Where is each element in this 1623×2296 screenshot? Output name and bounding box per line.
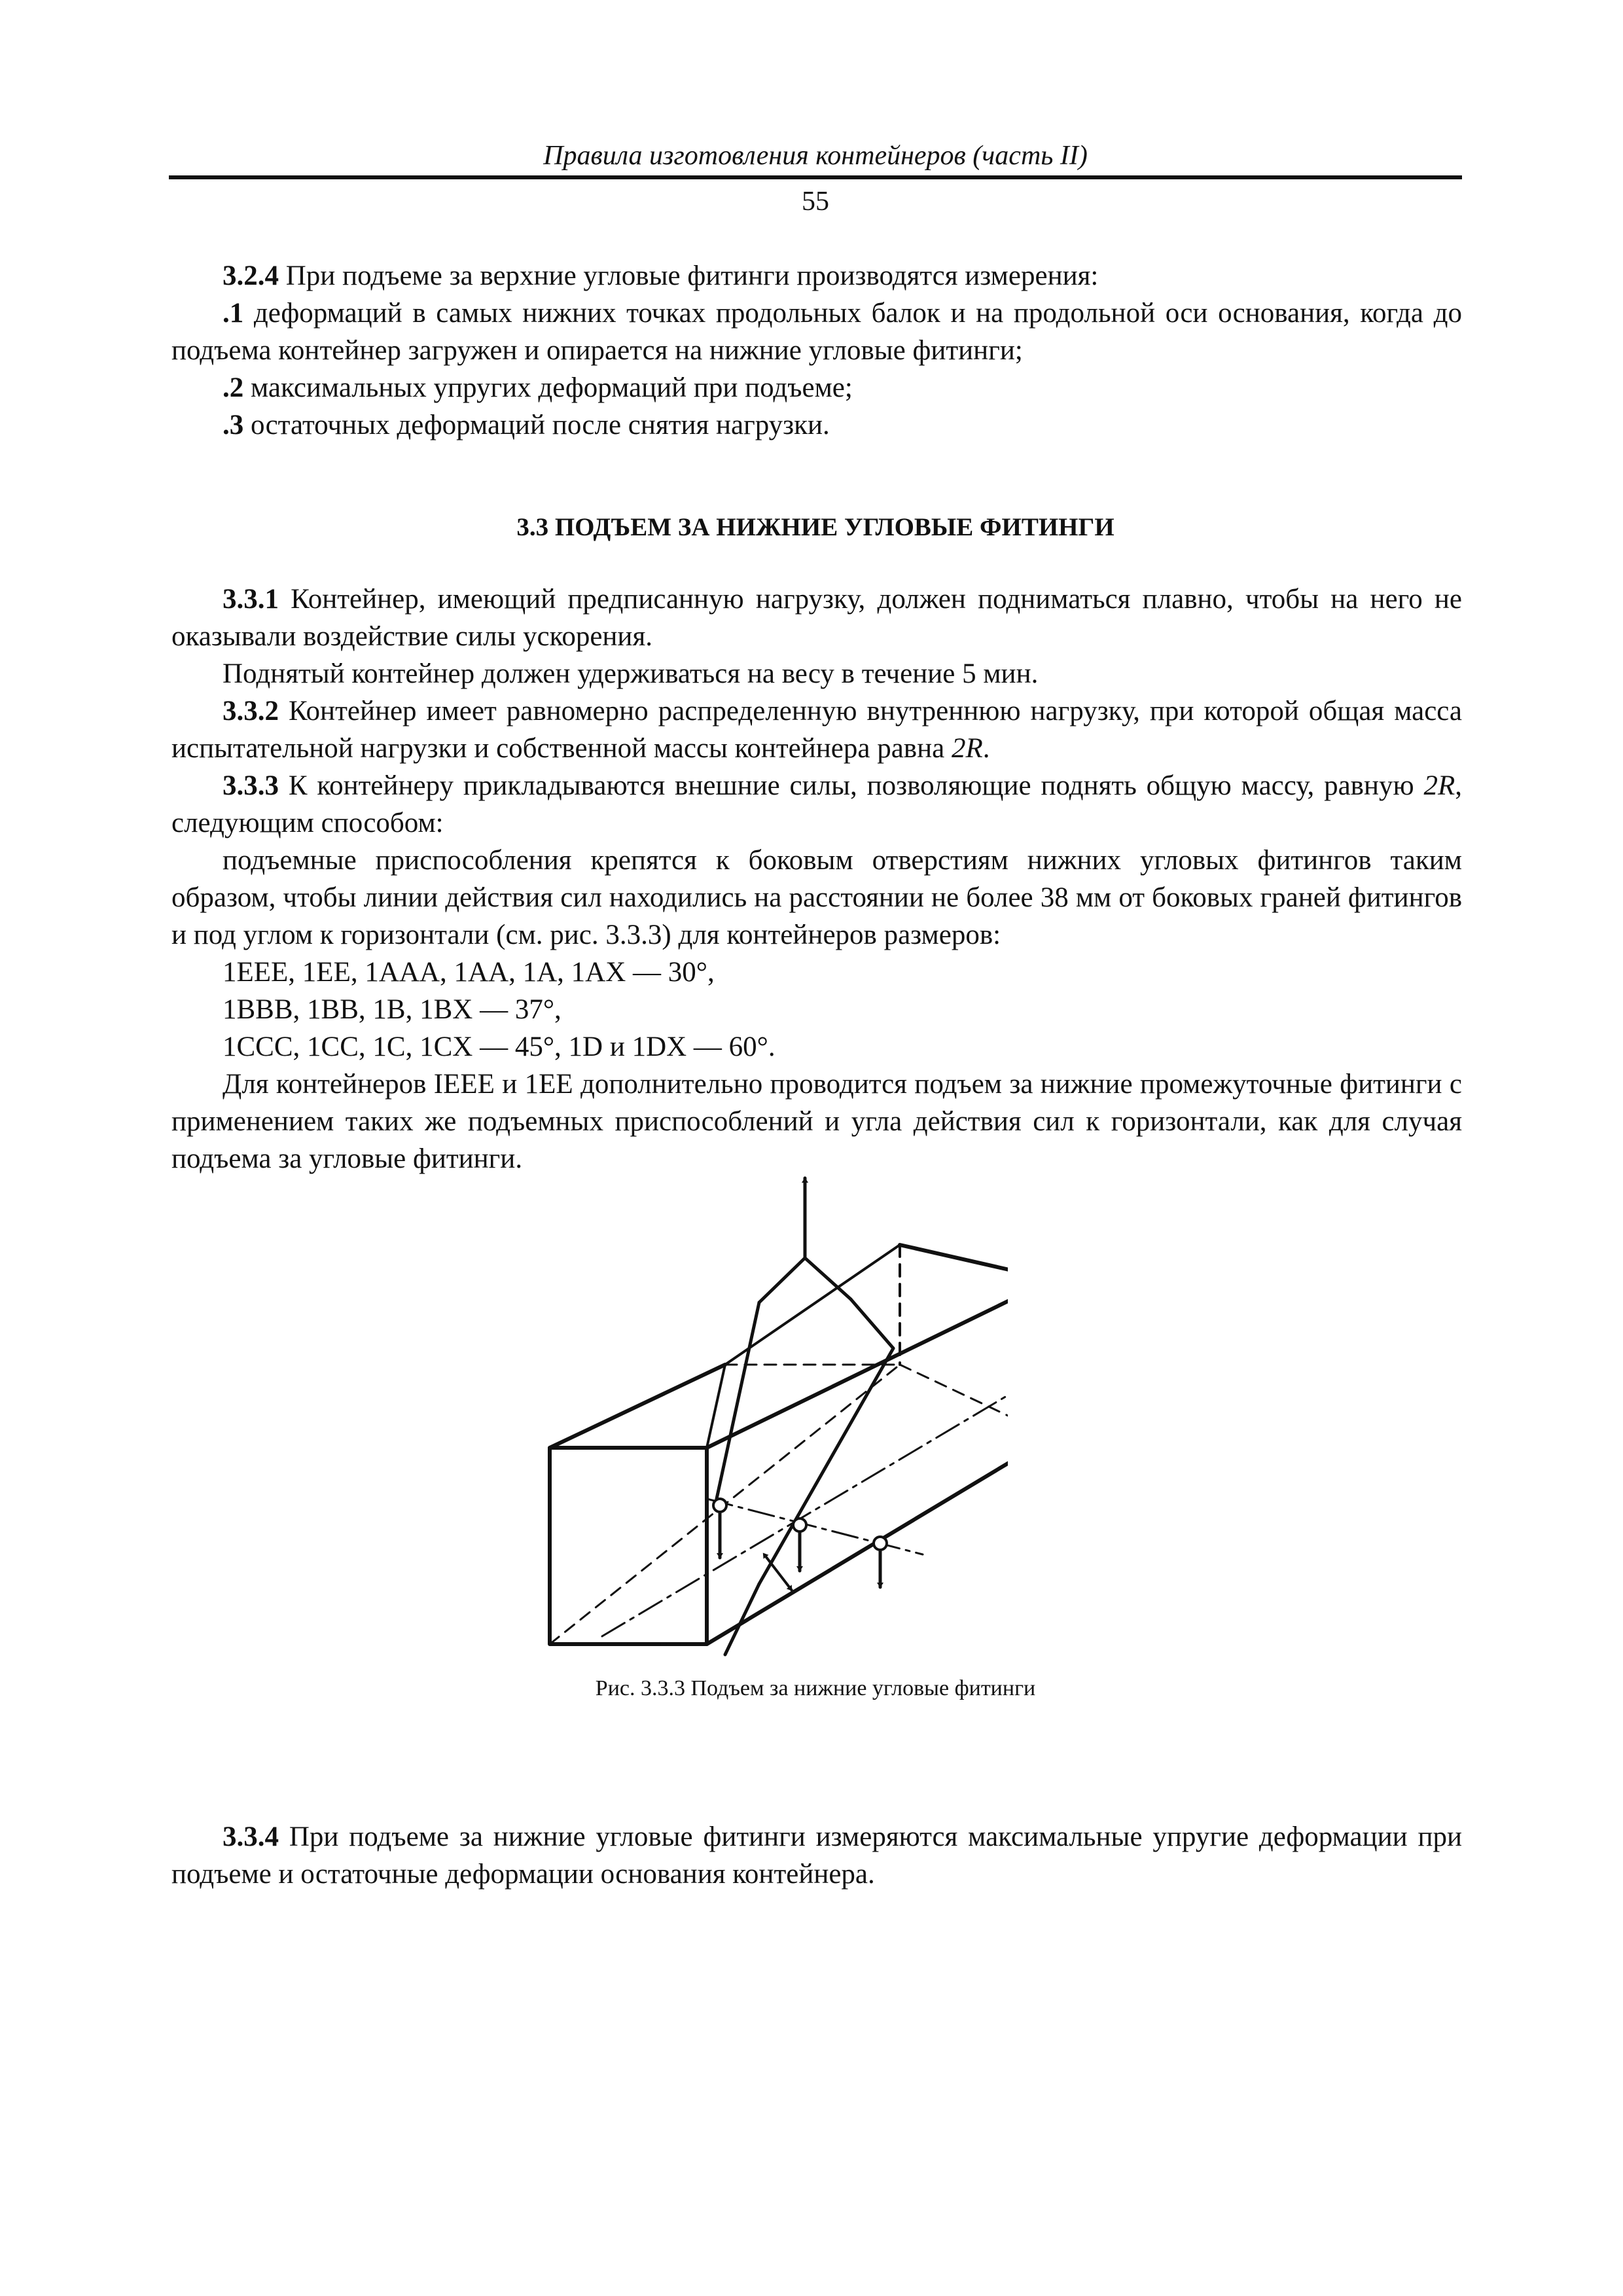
paragraph-text: При подъеме за верхние угловые фитинги производятся измерения: xyxy=(279,260,1099,291)
cross-axis xyxy=(707,1499,923,1554)
figure-caption: Рис. 3.3.3 Подъем за нижние угловые фитинги xyxy=(595,1676,1036,1700)
paragraph-3-3-1 xyxy=(171,581,1462,655)
paragraph-3-3-3-method: подъемные приспособления крепятся к боковым отверстиям нижних угловых фитингов таким образом, чтобы линии действия сил находились на расстоянии не более 38 мм от боковых граней фитингов и под углом к горизонтали (см. рис. 3.3.3) для контейнеров размеров: xyxy=(171,845,1462,950)
mass-variable: 2R xyxy=(1423,770,1455,801)
clause-number: 3.3.3 xyxy=(223,770,279,801)
angle-line-30: 1EEE, 1EE, 1AAA, 1AA, 1A, 1AX — 30°, xyxy=(223,957,715,988)
paragraph-text: Контейнер, имеющий предписанную нагрузку, должен подниматься плавно, чтобы на него не оказывали воздействие силы ускорения. xyxy=(171,584,1462,652)
sling-leg-right xyxy=(851,1299,893,1348)
fitting-marker-3 xyxy=(874,1537,887,1550)
list-item-3 xyxy=(171,406,1462,444)
paragraph-end: . xyxy=(982,733,990,764)
angle-indicator-arrow xyxy=(766,1556,792,1590)
item-text: остаточных деформаций после снятия нагрузки. xyxy=(243,410,830,440)
paragraph-text: Контейнер имеет равномерно распределенную внутреннюю нагрузку, при которой общая масса испытательной нагрузки и собственной массы контейнера равна xyxy=(171,696,1462,764)
sling-leg-left xyxy=(717,1302,759,1499)
paragraph-intermediate-fittings: Для контейнеров IEEE и 1EE дополнительно проводится подъем за нижние промежуточные фитинги с применением таких же подъемных приспособлений и угла действия сил к горизонтали, как для случая подъема за угловые фитинги. xyxy=(171,1069,1462,1174)
paragraph-end: , следующим способом: xyxy=(171,770,1462,838)
page-number: 55 xyxy=(802,187,829,217)
center-axis xyxy=(602,1388,1008,1636)
paragraph-3-2-4-intro xyxy=(171,257,1462,295)
section-heading: 3.3 ПОДЪЕМ ЗА НИЖНИЕ УГЛОВЫЕ ФИТИНГИ xyxy=(516,513,1115,541)
container-lifting-figure xyxy=(537,1165,1008,1669)
paragraph-text: При подъеме за нижние угловые фитинги измеряются максимальные упругие деформации при подъеме и остаточные деформации основания контейнера. xyxy=(171,1821,1462,1890)
clause-number: 3.2.4 xyxy=(223,260,279,291)
item-number: .1 xyxy=(223,298,244,329)
angle-line-45-60: 1CCC, 1CC, 1C, 1CX — 45°, 1D и 1DX — 60°. xyxy=(223,1031,776,1062)
item-text: деформаций в самых нижних точках продольных балок и на продольной оси основания, когда до подъема контейнер загружен и опирается на нижние угловые фитинги; xyxy=(171,298,1462,366)
item-number: .2 xyxy=(223,372,244,403)
list-item-2 xyxy=(171,369,1462,406)
sling-leg-end xyxy=(725,1584,759,1655)
clause-number: 3.3.4 xyxy=(223,1821,279,1852)
clause-number: 3.3.2 xyxy=(223,696,279,726)
paragraph-3-3-2 xyxy=(171,692,1462,767)
paragraph-3-3-1-hold: Поднятый контейнер должен удерживаться на весу в течение 5 мин. xyxy=(223,658,1039,689)
hidden-base-edge xyxy=(900,1365,1008,1437)
running-title: Правила изготовления контейнеров (часть II) xyxy=(543,141,1088,171)
roof-corner-edge xyxy=(707,1365,725,1448)
sling-apex xyxy=(759,1258,851,1302)
bottom-right-edge xyxy=(707,1437,1008,1644)
list-item-1 xyxy=(171,295,1462,369)
header-rule xyxy=(169,175,1462,179)
sling-leg-lower xyxy=(759,1348,893,1584)
fitting-marker-1 xyxy=(713,1499,726,1512)
far-top-edge xyxy=(900,1245,1008,1280)
item-number: .3 xyxy=(223,410,244,440)
fitting-marker-2 xyxy=(793,1518,806,1532)
angle-line-37: 1BBB, 1BB, 1B, 1BX — 37°, xyxy=(223,994,562,1025)
clause-number: 3.3.1 xyxy=(223,584,279,615)
paragraph-3-3-4 xyxy=(171,1818,1462,1893)
paragraph-text: К контейнеру прикладываются внешние силы, позволяющие поднять общую массу, равную xyxy=(279,770,1424,801)
top-left-edge xyxy=(550,1365,725,1448)
container-outline xyxy=(550,1245,1008,1644)
paragraph-3-3-3 xyxy=(171,767,1462,842)
item-text: максимальных упругих деформаций при подъеме; xyxy=(243,372,853,403)
mass-variable: 2R xyxy=(951,733,983,764)
end-face xyxy=(550,1448,707,1644)
